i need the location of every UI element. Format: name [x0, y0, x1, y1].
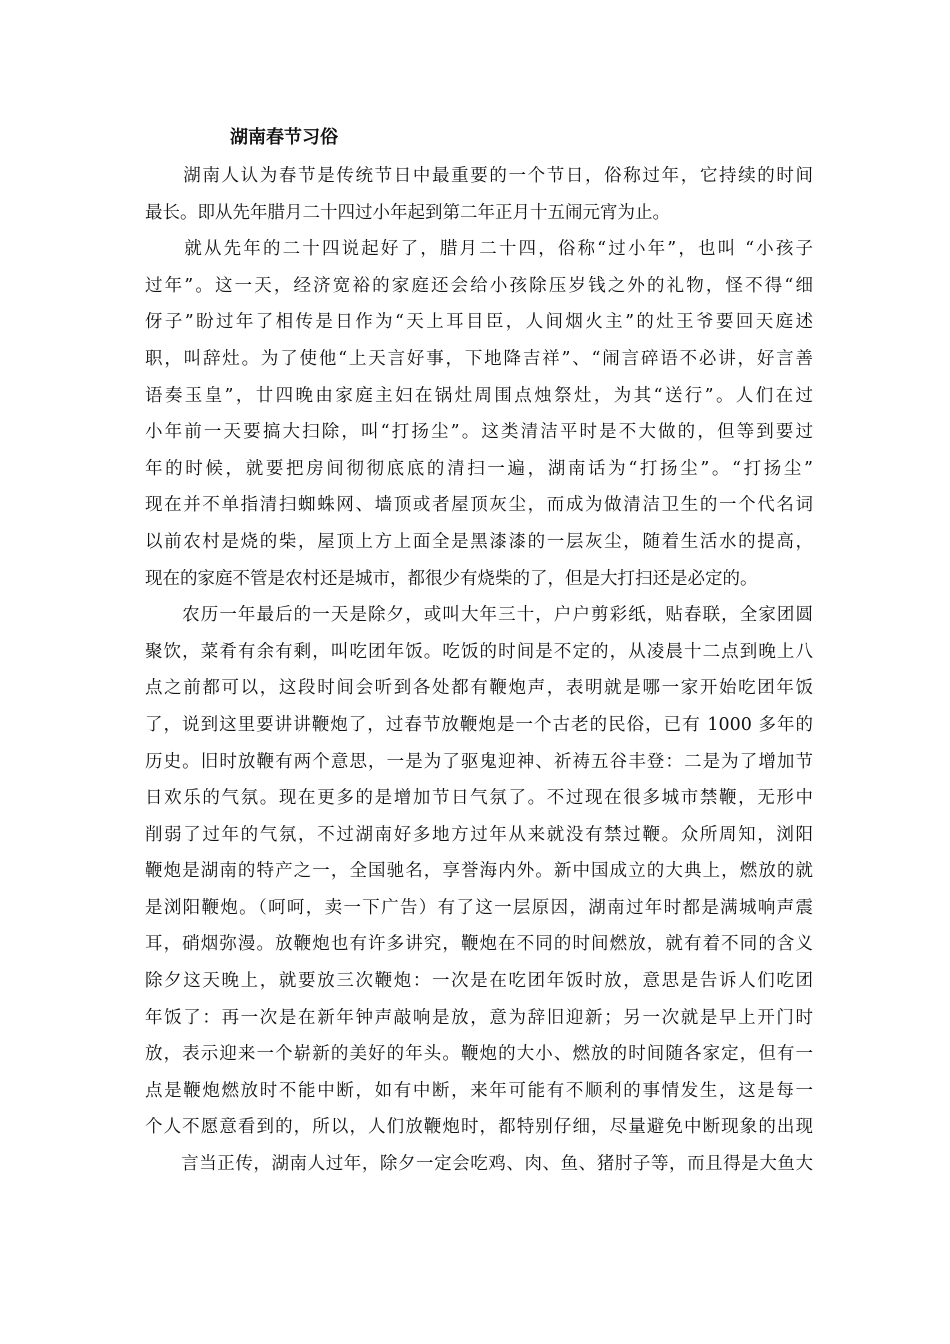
- text-line: 现在的家庭不管是农村还是城市，都很少有烧柴的了，但是大打扫还是必定的。: [145, 568, 758, 589]
- text-line: 是浏阳鞭炮。（呵呵，卖一下广告）有了这一层原因，湖南过年时都是满城响声震: [145, 897, 813, 918]
- document-title: 湖南春节习俗: [230, 127, 338, 148]
- text-line: 伢子”盼过年了相传是日作为“天上耳目臣，人间烟火主”的灶王爷要回天庭述: [145, 312, 813, 333]
- text-line: 语奏玉皇”，廿四晚由家庭主妇在锅灶周围点烛祭灶，为其“送行”。人们在过: [145, 385, 813, 406]
- text-line: 点之前都可以，这段时间会听到各处都有鞭炮声，表明就是哪一家开始吃团年饭: [145, 678, 813, 699]
- text-line: 了，说到这里要讲讲鞭炮了，过春节放鞭炮是一个古老的民俗，已有 1000 多年的: [145, 714, 813, 735]
- text-line: 耳，硝烟弥漫。放鞭炮也有许多讲究，鞭炮在不同的时间燃放，就有着不同的含义: [145, 934, 813, 955]
- text-line: 除夕这天晚上，就要放三次鞭炮：一次是在吃团年饭时放，意思是告诉人们吃团: [145, 971, 813, 992]
- text-line: 聚饮，菜肴有余有剩，叫吃团年饭。吃饭的时间是不定的，从凌晨十二点到晚上八: [145, 641, 813, 662]
- text-line: 个人不愿意看到的，所以，人们放鞭炮时，都特别仔细，尽量避免中断现象的出现: [145, 1117, 813, 1138]
- text-line: 日欢乐的气氛。现在更多的是增加节日气氛了。不过现在很多城市禁鞭，无形中: [145, 788, 813, 809]
- text-line: 年饭了：再一次是在新年钟声敲响是放，意为辞旧迎新；另一次就是早上开门时: [145, 1007, 813, 1028]
- text-line: 现在并不单指清扫蜘蛛网、墙顶或者屋顶灰尘，而成为做清洁卫生的一个代名词: [145, 495, 813, 516]
- text-line: 以前农村是烧的柴，屋顶上方上面全是黑漆漆的一层灰尘，随着生活水的提高，: [145, 531, 813, 552]
- text-line: 削弱了过年的气氛，不过湖南好多地方过年从来就没有禁过鞭。众所周知，浏阳: [145, 824, 813, 845]
- text-line: 就从先年的二十四说起好了，腊月二十四，俗称“过小年”，也叫 “小孩子: [145, 239, 813, 260]
- text-line: 小年前一天要搞大扫除，叫“打扬尘”。这类清洁平时是不大做的，但等到要过: [145, 422, 813, 443]
- text-line: 言当正传，湖南人过年，除夕一定会吃鸡、肉、鱼、猪肘子等，而且得是大鱼大: [145, 1154, 813, 1175]
- text-line: 过年”。这一天，经济宽裕的家庭还会给小孩除压岁钱之外的礼物，怪不得“细: [145, 275, 813, 296]
- text-line: 年的时候，就要把房间彻彻底底的清扫一遍，湖南话为“打扬尘”。“打扬尘”: [145, 458, 813, 479]
- text-line: 放，表示迎来一个崭新的美好的年头。鞭炮的大小、燃放的时间随各家定，但有一: [145, 1044, 813, 1065]
- text-line: 最长。即从先年腊月二十四过小年起到第二年正月十五闹元宵为止。: [145, 202, 670, 223]
- text-line: 鞭炮是湖南的特产之一，全国驰名，享誉海内外。新中国成立的大典上，燃放的就: [145, 861, 813, 882]
- text-line: 湖南人认为春节是传统节日中最重要的一个节日，俗称过年，它持续的时间: [145, 166, 813, 186]
- document-body: [145, 158, 813, 1183]
- text-line: 职，叫辞灶。为了使他“上天言好事，下地降吉祥”、“闹言碎语不必讲，好言善: [145, 348, 813, 369]
- text-line: 点是鞭炮燃放时不能中断，如有中断，来年可能有不顺利的事情发生，这是每一: [145, 1080, 813, 1101]
- text-line: 历史。旧时放鞭有两个意思，一是为了驱鬼迎神、祈祷五谷丰登：二是为了增加节: [145, 751, 813, 772]
- text-line: 农历一年最后的一天是除夕，或叫大年三十，户户剪彩纸，贴春联，全家团圆: [145, 605, 813, 626]
